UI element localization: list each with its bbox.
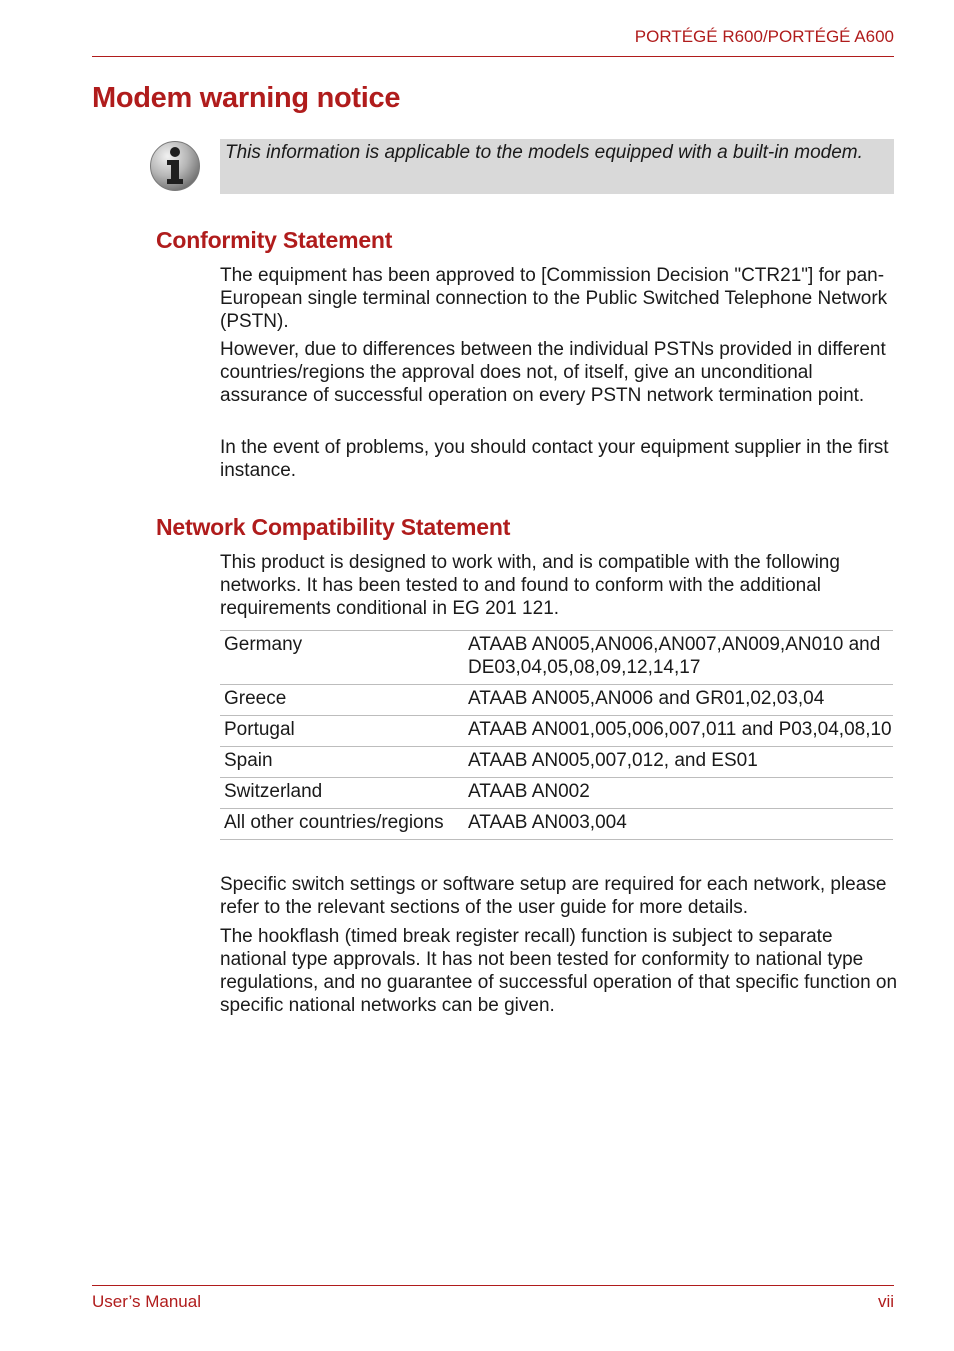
info-note	[220, 139, 894, 194]
country-cell: Portugal	[224, 719, 295, 740]
conformity-paragraph: In the event of problems, you should contact your equipment supplier in the first instance.	[220, 437, 889, 481]
standard-cell: ATAAB AN002	[468, 781, 590, 802]
info-note-text: This information is applicable to the models equipped with a built-in modem.	[225, 142, 863, 163]
page-title: Modem warning notice	[92, 82, 401, 114]
info-icon	[149, 140, 201, 192]
conformity-paragraph: The equipment has been approved to [Commission Decision "CTR21"] for pan-European single terminal connection to the Public Switched Telephone Network (PSTN).	[220, 265, 888, 332]
table-row	[220, 809, 893, 840]
table-row	[220, 716, 893, 747]
header-title: PORTÉGÉ R600/PORTÉGÉ A600	[634, 27, 894, 46]
country-cell: Spain	[224, 750, 273, 771]
country-cell: Switzerland	[224, 781, 323, 802]
table-row	[220, 685, 893, 716]
country-cell: All other countries/regions	[224, 812, 444, 833]
network-intro: This product is designed to work with, and is compatible with the following networks. It has been tested to and found to conform with the additional requirements conditional in EG 201 121.	[220, 552, 840, 619]
standard-cell: ATAAB AN005,AN006 and GR01,02,03,04	[468, 688, 825, 709]
conformity-paragraph: However, due to differences between the individual PSTNs provided in different countries/regions the approval does not, of itself, give an unconditional assurance of successful operation on every PSTN network termination point.	[220, 339, 886, 406]
standard-cell: ATAAB AN005,AN006,AN007,AN009,AN010 and DE03,04,05,08,09,12,14,17	[468, 634, 881, 678]
standard-cell: ATAAB AN001,005,006,007,011 and P03,04,08,10	[468, 719, 892, 740]
header-divider	[92, 56, 894, 57]
page-number: vii	[877, 1292, 894, 1311]
conformity-heading: Conformity Statement	[156, 227, 393, 253]
network-paragraph: Specific switch settings or software setup are required for each network, please refer to the relevant sections of the user guide for more details.	[220, 874, 887, 918]
footer-divider	[92, 1285, 894, 1286]
country-cell: Germany	[224, 634, 303, 655]
standard-cell: ATAAB AN003,004	[468, 812, 627, 833]
standard-cell: ATAAB AN005,007,012, and ES01	[468, 750, 758, 771]
table-row	[220, 778, 893, 809]
network-heading: Network Compatibility Statement	[156, 514, 511, 540]
table-row	[220, 631, 893, 685]
footer-manual-title: User’s Manual	[92, 1292, 201, 1311]
network-table	[220, 630, 893, 840]
country-cell: Greece	[224, 688, 287, 709]
table-row	[220, 747, 893, 778]
network-paragraph: The hookflash (timed break register recall) function is subject to separate national type approvals. It has not been tested for conformity to national type regulations, and no guarantee of successful operation of that specific function on specific national networks can be given.	[220, 926, 898, 1016]
